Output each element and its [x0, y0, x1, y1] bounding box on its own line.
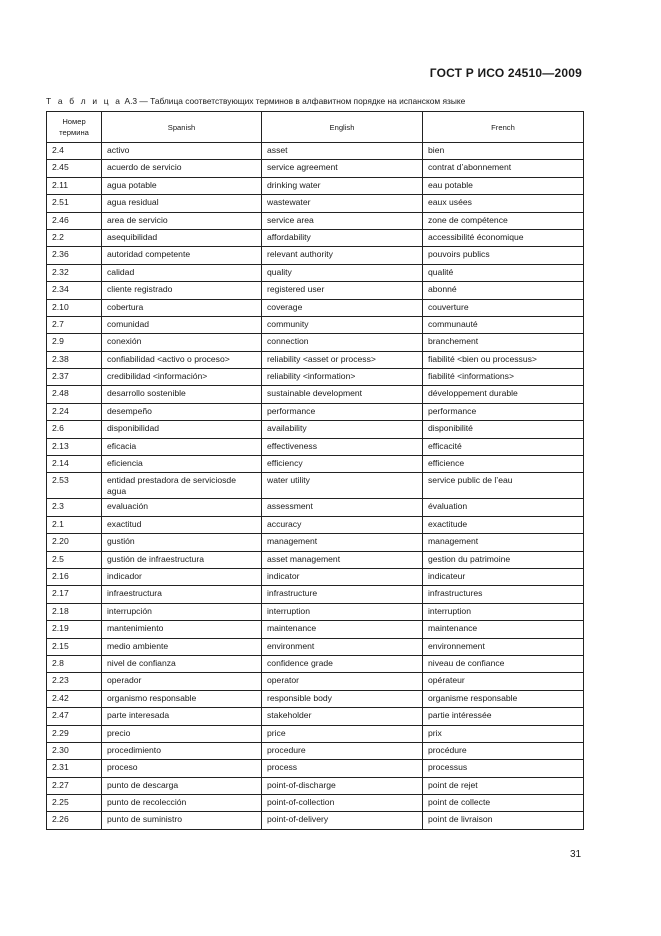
- table-row: [47, 282, 584, 299]
- term-number-cell: 2.38: [47, 351, 102, 368]
- french-term-cell: contrat d’abonnement: [423, 160, 584, 177]
- english-term-cell: wastewater: [262, 195, 423, 212]
- spanish-term-cell: organismo responsable: [102, 690, 262, 707]
- spanish-term-cell: punto de recolección: [102, 795, 262, 812]
- french-term-cell: maintenance: [423, 621, 584, 638]
- table-row: [47, 499, 584, 516]
- french-term-cell: couverture: [423, 299, 584, 316]
- header-term-number: Номер термина: [47, 112, 102, 143]
- table-row: [47, 229, 584, 246]
- table-row: [47, 673, 584, 690]
- table-row: [47, 690, 584, 707]
- term-number-cell: 2.34: [47, 282, 102, 299]
- english-term-cell: asset: [262, 143, 423, 160]
- table-row: [47, 603, 584, 620]
- table-row: [47, 586, 584, 603]
- english-term-cell: confidence grade: [262, 655, 423, 672]
- french-term-cell: disponibilité: [423, 421, 584, 438]
- spanish-term-cell: punto de suministro: [102, 812, 262, 829]
- spanish-term-cell: desarrollo sostenible: [102, 386, 262, 403]
- term-number-cell: 2.51: [47, 195, 102, 212]
- spanish-term-cell: agua residual: [102, 195, 262, 212]
- table-caption-text: А.3 — Таблица соответствующих терминов в алфавитном порядке на испанском языке: [122, 96, 466, 106]
- french-term-cell: fiabilité <bien ou processus>: [423, 351, 584, 368]
- english-term-cell: reliability <asset or process>: [262, 351, 423, 368]
- english-term-cell: affordability: [262, 229, 423, 246]
- english-term-cell: performance: [262, 403, 423, 420]
- english-term-cell: indicator: [262, 568, 423, 585]
- table-row: [47, 760, 584, 777]
- french-term-cell: organisme responsable: [423, 690, 584, 707]
- table-row: [47, 473, 584, 499]
- term-number-cell: 2.19: [47, 621, 102, 638]
- term-number-cell: 2.31: [47, 760, 102, 777]
- term-number-cell: 2.16: [47, 568, 102, 585]
- table-row: [47, 143, 584, 160]
- term-number-cell: 2.14: [47, 456, 102, 473]
- table-row: [47, 299, 584, 316]
- table-row: [47, 351, 584, 368]
- french-term-cell: eaux usées: [423, 195, 584, 212]
- term-number-cell: 2.27: [47, 777, 102, 794]
- table-row: [47, 386, 584, 403]
- term-number-cell: 2.5: [47, 551, 102, 568]
- term-number-cell: 2.37: [47, 369, 102, 386]
- french-term-cell: infrastructures: [423, 586, 584, 603]
- term-number-cell: 2.45: [47, 160, 102, 177]
- table-row: [47, 621, 584, 638]
- spanish-term-cell: eficacia: [102, 438, 262, 455]
- english-term-cell: price: [262, 725, 423, 742]
- term-number-cell: 2.29: [47, 725, 102, 742]
- english-term-cell: point-of-discharge: [262, 777, 423, 794]
- english-term-cell: interruption: [262, 603, 423, 620]
- term-number-cell: 2.24: [47, 403, 102, 420]
- french-term-cell: management: [423, 534, 584, 551]
- french-term-cell: performance: [423, 403, 584, 420]
- table-row: [47, 708, 584, 725]
- french-term-cell: procédure: [423, 742, 584, 759]
- term-number-cell: 2.13: [47, 438, 102, 455]
- english-term-cell: availability: [262, 421, 423, 438]
- table-row: [47, 777, 584, 794]
- spanish-term-cell: nivel de confianza: [102, 655, 262, 672]
- spanish-term-cell: operador: [102, 673, 262, 690]
- spanish-term-cell: medio ambiente: [102, 638, 262, 655]
- french-term-cell: abonné: [423, 282, 584, 299]
- table-row: [47, 725, 584, 742]
- french-term-cell: exactitude: [423, 516, 584, 533]
- table-row: [47, 812, 584, 829]
- term-number-cell: 2.6: [47, 421, 102, 438]
- table-row: [47, 795, 584, 812]
- term-number-cell: 2.17: [47, 586, 102, 603]
- spanish-term-cell: asequibilidad: [102, 229, 262, 246]
- english-term-cell: reliability <information>: [262, 369, 423, 386]
- spanish-term-cell: gustión: [102, 534, 262, 551]
- term-number-cell: 2.1: [47, 516, 102, 533]
- term-number-cell: 2.42: [47, 690, 102, 707]
- english-term-cell: service agreement: [262, 160, 423, 177]
- table-row: [47, 177, 584, 194]
- french-term-cell: opérateur: [423, 673, 584, 690]
- french-term-cell: indicateur: [423, 568, 584, 585]
- english-term-cell: accuracy: [262, 516, 423, 533]
- table-row: [47, 742, 584, 759]
- spanish-term-cell: credibilidad <información>: [102, 369, 262, 386]
- english-term-cell: relevant authority: [262, 247, 423, 264]
- spanish-term-cell: indicador: [102, 568, 262, 585]
- header-french: French: [423, 112, 584, 143]
- english-term-cell: water utility: [262, 473, 423, 499]
- english-term-cell: service area: [262, 212, 423, 229]
- term-number-cell: 2.36: [47, 247, 102, 264]
- french-term-cell: eau potable: [423, 177, 584, 194]
- table-row: [47, 534, 584, 551]
- english-term-cell: responsible body: [262, 690, 423, 707]
- term-number-cell: 2.4: [47, 143, 102, 160]
- terms-table: [46, 111, 584, 830]
- table-row: [47, 316, 584, 333]
- terms-table-body: [47, 143, 584, 830]
- spanish-term-cell: conexión: [102, 334, 262, 351]
- table-row: [47, 247, 584, 264]
- table-row: [47, 551, 584, 568]
- french-term-cell: interruption: [423, 603, 584, 620]
- term-number-cell: 2.15: [47, 638, 102, 655]
- table-caption-prefix: Т а б л и ц а: [46, 96, 123, 106]
- spanish-term-cell: mantenimiento: [102, 621, 262, 638]
- term-number-cell: 2.2: [47, 229, 102, 246]
- term-number-cell: 2.9: [47, 334, 102, 351]
- table-header-row: [47, 112, 584, 143]
- table-caption: [46, 96, 465, 106]
- english-term-cell: connection: [262, 334, 423, 351]
- table-row: [47, 160, 584, 177]
- english-term-cell: process: [262, 760, 423, 777]
- french-term-cell: efficacité: [423, 438, 584, 455]
- header-spanish: Spanish: [102, 112, 262, 143]
- spanish-term-cell: entidad prestadora de serviciosde agua: [102, 473, 262, 499]
- term-number-cell: 2.30: [47, 742, 102, 759]
- english-term-cell: efficiency: [262, 456, 423, 473]
- spanish-term-cell: interrupción: [102, 603, 262, 620]
- english-term-cell: drinking water: [262, 177, 423, 194]
- spanish-term-cell: confiabilidad <activo o proceso>: [102, 351, 262, 368]
- english-term-cell: asset management: [262, 551, 423, 568]
- term-number-cell: 2.46: [47, 212, 102, 229]
- table-row: [47, 516, 584, 533]
- english-term-cell: point-of-collection: [262, 795, 423, 812]
- spanish-term-cell: cobertura: [102, 299, 262, 316]
- english-term-cell: coverage: [262, 299, 423, 316]
- header-english: English: [262, 112, 423, 143]
- term-number-cell: 2.11: [47, 177, 102, 194]
- english-term-cell: quality: [262, 264, 423, 281]
- spanish-term-cell: desempeño: [102, 403, 262, 420]
- spanish-term-cell: calidad: [102, 264, 262, 281]
- english-term-cell: sustainable development: [262, 386, 423, 403]
- table-row: [47, 421, 584, 438]
- table-row: [47, 568, 584, 585]
- table-row: [47, 456, 584, 473]
- english-term-cell: community: [262, 316, 423, 333]
- term-number-cell: 2.20: [47, 534, 102, 551]
- english-term-cell: point-of-delivery: [262, 812, 423, 829]
- french-term-cell: évaluation: [423, 499, 584, 516]
- term-number-cell: 2.53: [47, 473, 102, 499]
- french-term-cell: développement durable: [423, 386, 584, 403]
- french-term-cell: zone de compétence: [423, 212, 584, 229]
- spanish-term-cell: cliente registrado: [102, 282, 262, 299]
- spanish-term-cell: acuerdo de servicio: [102, 160, 262, 177]
- french-term-cell: bien: [423, 143, 584, 160]
- french-term-cell: niveau de confiance: [423, 655, 584, 672]
- english-term-cell: maintenance: [262, 621, 423, 638]
- spanish-term-cell: disponibilidad: [102, 421, 262, 438]
- table-row: [47, 655, 584, 672]
- spanish-term-cell: parte interesada: [102, 708, 262, 725]
- english-term-cell: procedure: [262, 742, 423, 759]
- spanish-term-cell: autoridad competente: [102, 247, 262, 264]
- english-term-cell: infrastructure: [262, 586, 423, 603]
- french-term-cell: pouvoirs publics: [423, 247, 584, 264]
- spanish-term-cell: exactitud: [102, 516, 262, 533]
- spanish-term-cell: precio: [102, 725, 262, 742]
- french-term-cell: point de collecte: [423, 795, 584, 812]
- table-row: [47, 403, 584, 420]
- french-term-cell: environnement: [423, 638, 584, 655]
- french-term-cell: processus: [423, 760, 584, 777]
- term-number-cell: 2.25: [47, 795, 102, 812]
- spanish-term-cell: procedimiento: [102, 742, 262, 759]
- standard-code: ГОСТ Р ИСО 24510—2009: [429, 66, 582, 80]
- english-term-cell: stakeholder: [262, 708, 423, 725]
- english-term-cell: effectiveness: [262, 438, 423, 455]
- french-term-cell: accessibilité économique: [423, 229, 584, 246]
- french-term-cell: gestion du patrimoine: [423, 551, 584, 568]
- spanish-term-cell: comunidad: [102, 316, 262, 333]
- spanish-term-cell: area de servicio: [102, 212, 262, 229]
- term-number-cell: 2.48: [47, 386, 102, 403]
- term-number-cell: 2.23: [47, 673, 102, 690]
- term-number-cell: 2.10: [47, 299, 102, 316]
- spanish-term-cell: infraestructura: [102, 586, 262, 603]
- term-number-cell: 2.8: [47, 655, 102, 672]
- french-term-cell: qualité: [423, 264, 584, 281]
- table-row: [47, 264, 584, 281]
- term-number-cell: 2.26: [47, 812, 102, 829]
- french-term-cell: point de rejet: [423, 777, 584, 794]
- spanish-term-cell: proceso: [102, 760, 262, 777]
- french-term-cell: prix: [423, 725, 584, 742]
- spanish-term-cell: eficiencia: [102, 456, 262, 473]
- term-number-cell: 2.7: [47, 316, 102, 333]
- term-number-cell: 2.32: [47, 264, 102, 281]
- term-number-cell: 2.18: [47, 603, 102, 620]
- english-term-cell: management: [262, 534, 423, 551]
- french-term-cell: branchement: [423, 334, 584, 351]
- spanish-term-cell: gustión de infraestructura: [102, 551, 262, 568]
- french-term-cell: partie intéressée: [423, 708, 584, 725]
- term-number-cell: 2.47: [47, 708, 102, 725]
- table-row: [47, 212, 584, 229]
- page-number: 31: [570, 849, 582, 860]
- english-term-cell: registered user: [262, 282, 423, 299]
- term-number-cell: 2.3: [47, 499, 102, 516]
- table-row: [47, 195, 584, 212]
- spanish-term-cell: punto de descarga: [102, 777, 262, 794]
- table-row: [47, 438, 584, 455]
- spanish-term-cell: activo: [102, 143, 262, 160]
- english-term-cell: operator: [262, 673, 423, 690]
- french-term-cell: service public de l’eau: [423, 473, 584, 499]
- french-term-cell: efficience: [423, 456, 584, 473]
- spanish-term-cell: evaluación: [102, 499, 262, 516]
- french-term-cell: fiabilité <informations>: [423, 369, 584, 386]
- table-row: [47, 334, 584, 351]
- english-term-cell: assessment: [262, 499, 423, 516]
- english-term-cell: environment: [262, 638, 423, 655]
- table-row: [47, 638, 584, 655]
- french-term-cell: communauté: [423, 316, 584, 333]
- spanish-term-cell: agua potable: [102, 177, 262, 194]
- table-row: [47, 369, 584, 386]
- french-term-cell: point de livraison: [423, 812, 584, 829]
